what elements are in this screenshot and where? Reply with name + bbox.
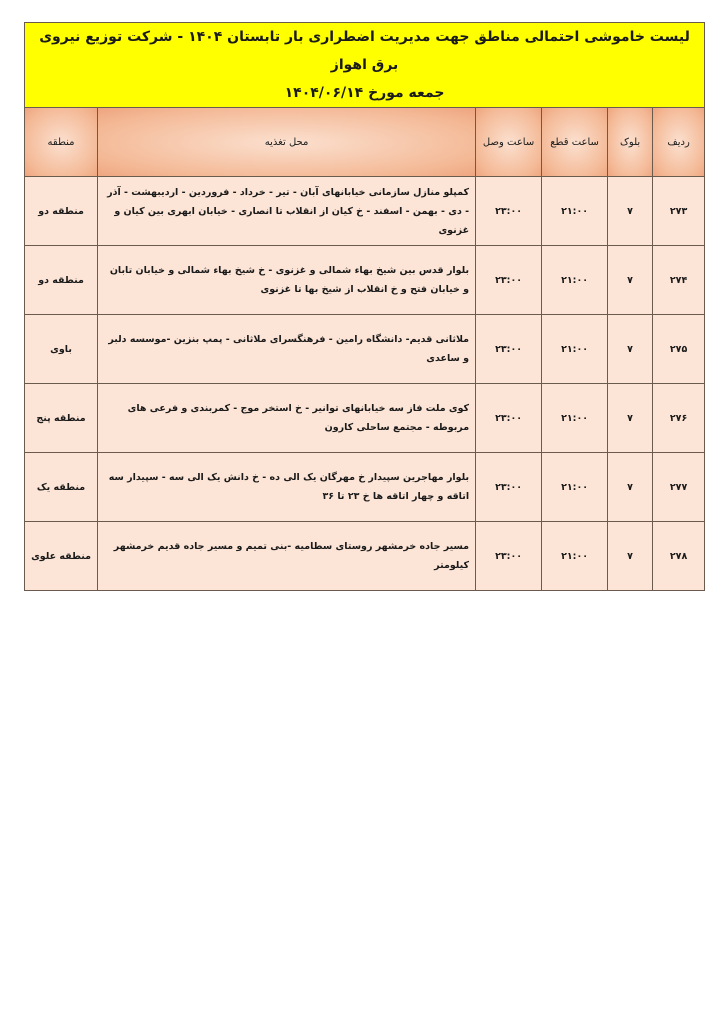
block-cell: ۷ — [608, 453, 653, 522]
table-row — [25, 246, 705, 315]
cut-time-cell: ۲۱:۰۰ — [542, 453, 608, 522]
header-connect-time: ساعت وصل — [476, 108, 542, 177]
cut-time-cell: ۲۱:۰۰ — [542, 315, 608, 384]
region-cell: باوی — [25, 315, 98, 384]
row-number-cell: ۲۷۷ — [653, 453, 705, 522]
document-title — [25, 23, 705, 108]
title-line-2: جمعه مورخ ۱۴۰۴/۰۶/۱۴ — [284, 85, 445, 101]
block-cell: ۷ — [608, 384, 653, 453]
block-cell: ۷ — [608, 246, 653, 315]
cut-time-cell: ۲۱:۰۰ — [542, 384, 608, 453]
connect-time-cell: ۲۳:۰۰ — [476, 384, 542, 453]
location-cell: مسیر جاده خرمشهر روستای سطامیه -بنی تمیم و مسیر جاده قدیم خرمشهر کیلومتر — [98, 522, 476, 591]
block-cell: ۷ — [608, 522, 653, 591]
table-row — [25, 315, 705, 384]
header-row — [25, 108, 705, 177]
header-region: منطقه — [25, 108, 98, 177]
header-block: بلوک — [608, 108, 653, 177]
row-number-cell: ۲۷۸ — [653, 522, 705, 591]
table-row — [25, 522, 705, 591]
row-number-cell: ۲۷۴ — [653, 246, 705, 315]
region-cell: منطقه علوی — [25, 522, 98, 591]
header-location: محل تغذیه — [98, 108, 476, 177]
header-cut-time: ساعت قطع — [542, 108, 608, 177]
cut-time-cell: ۲۱:۰۰ — [542, 246, 608, 315]
location-cell: کوی ملت فاز سه خیابانهای توانیر - خ استخر موج - کمربندی و فرعی های مربوطه - مجتمع ساحلی کارون — [98, 384, 476, 453]
table-row — [25, 384, 705, 453]
header-row-number: ردیف — [653, 108, 705, 177]
block-cell: ۷ — [608, 177, 653, 246]
connect-time-cell: ۲۳:۰۰ — [476, 246, 542, 315]
region-cell: منطقه پنج — [25, 384, 98, 453]
table-row — [25, 177, 705, 246]
connect-time-cell: ۲۳:۰۰ — [476, 177, 542, 246]
location-cell: بلوار قدس بین شیخ بهاء شمالی و غزنوی - خ شیخ بهاء شمالی و خیابان تابان و خیابان فتح و خ انقلاب از شیخ بها تا غزنوی — [98, 246, 476, 315]
location-cell: کمپلو منازل سازمانی خیابانهای آبان - تیر - خرداد - فروردین - اردیبهشت - آذر - دی - بهمن - اسفند - خ کیان از انقلاب تا انصاری - خیابان ابهری بین کیان و غزنوی — [98, 177, 476, 246]
connect-time-cell: ۲۳:۰۰ — [476, 315, 542, 384]
location-cell: بلوار مهاجرین سپیدار خ مهرگان یک الی ده - خ دانش یک الی سه - سپیدار سه اتاقه و چهار اتاقه ها خ ۲۳ تا ۳۶ — [98, 453, 476, 522]
cut-time-cell: ۲۱:۰۰ — [542, 177, 608, 246]
table-row — [25, 453, 705, 522]
connect-time-cell: ۲۳:۰۰ — [476, 522, 542, 591]
cut-time-cell: ۲۱:۰۰ — [542, 522, 608, 591]
row-number-cell: ۲۷۳ — [653, 177, 705, 246]
region-cell: منطقه دو — [25, 177, 98, 246]
location-cell: ملاثانی قدیم- دانشگاه رامین - فرهنگسرای ملاثانی - پمپ بنزین -موسسه دلبر و ساعدی — [98, 315, 476, 384]
connect-time-cell: ۲۳:۰۰ — [476, 453, 542, 522]
region-cell: منطقه یک — [25, 453, 98, 522]
row-number-cell: ۲۷۶ — [653, 384, 705, 453]
row-number-cell: ۲۷۵ — [653, 315, 705, 384]
title-line-1: لیست خاموشی احتمالی مناطق جهت مدیریت اضطراری بار تابستان ۱۴۰۴ - شرکت توزیع نیروی برق اهواز — [39, 29, 690, 73]
outage-table — [24, 22, 705, 591]
title-row — [25, 23, 705, 108]
region-cell: منطقه دو — [25, 246, 98, 315]
block-cell: ۷ — [608, 315, 653, 384]
